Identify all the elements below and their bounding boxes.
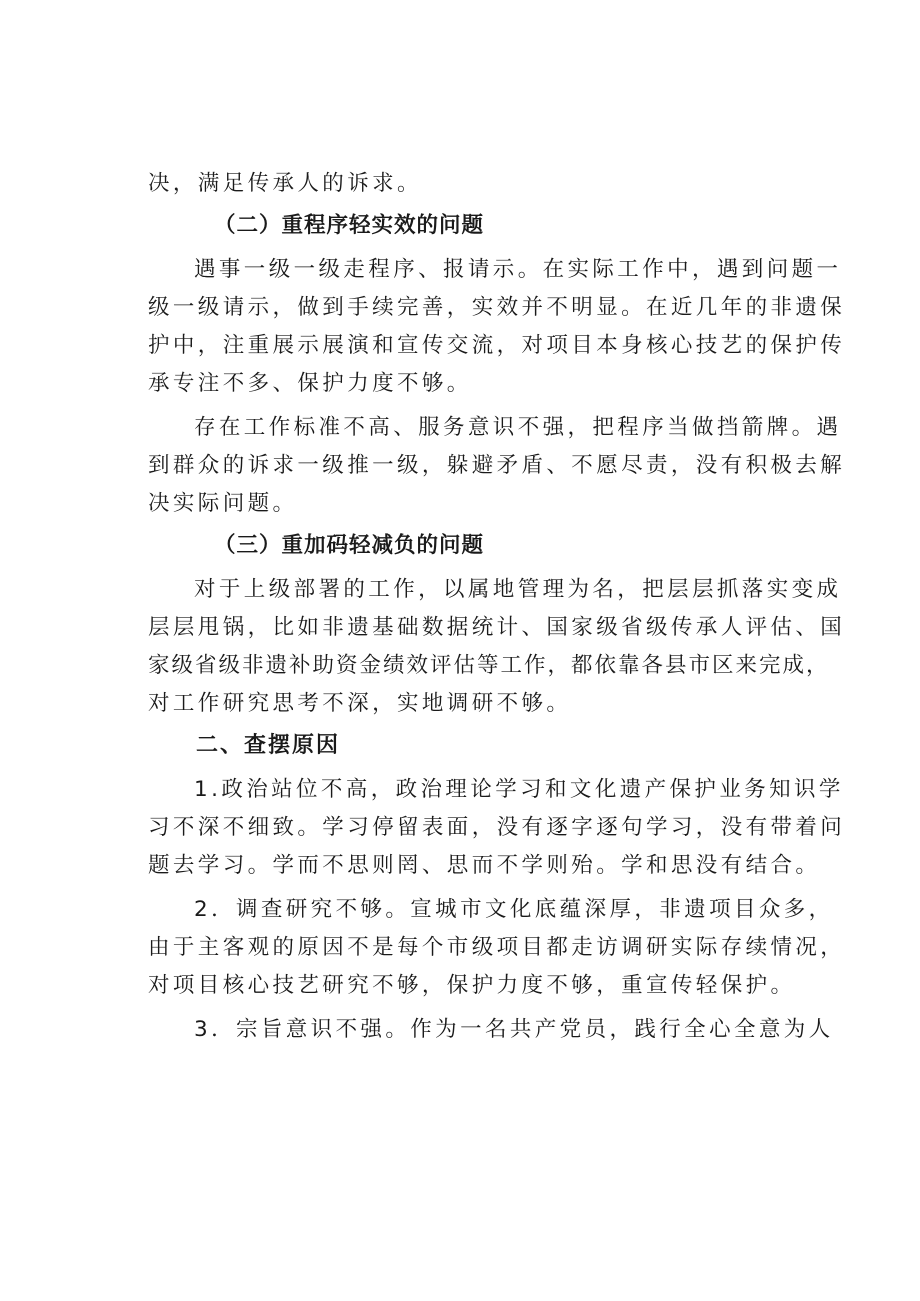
paragraph-line: 存在工作标准不高、服务意识不强，把程序当做挡箭牌。遇 xyxy=(194,415,842,440)
section-subheading: （三）重加码轻减负的问题 xyxy=(214,533,485,558)
paragraph-line: 3．宗旨意识不强。作为一名共产党员，践行全心全意为人 xyxy=(194,1017,834,1042)
paragraph-line: 决实际问题。 xyxy=(148,491,298,516)
paragraph-line: 决，满足传承人的诉求。 xyxy=(148,171,422,196)
paragraph-line: 对项目核心技艺研究不够，保护力度不够，重宣传轻保护。 xyxy=(148,973,796,998)
paragraph-line: 对工作研究思考不深，实地调研不够。 xyxy=(148,691,572,716)
paragraph-line: 层层甩锅，比如非遗基础数据统计、国家级省级传承人评估、国 xyxy=(148,615,846,640)
paragraph-line: 由于主客观的原因不是每个市级项目都走访调研实际存续情况， xyxy=(148,935,846,960)
paragraph-line: 题去学习。学而不思则罔、思而不学则殆。学和思没有结合。 xyxy=(148,853,821,878)
paragraph-line: 遇事一级一级走程序、报请示。在实际工作中，遇到问题一 xyxy=(194,257,842,282)
paragraph-line: 承专注不多、保护力度不够。 xyxy=(148,371,472,396)
paragraph-line: 到群众的诉求一级推一级，躲避矛盾、不愿尽责，没有积极去解 xyxy=(148,453,846,478)
paragraph-line: 护中，注重展示展演和宣传交流，对项目本身核心技艺的保护传 xyxy=(148,333,846,358)
paragraph-line: 1.政治站位不高，政治理论学习和文化遗产保护业务知识学 xyxy=(194,777,844,802)
section-subheading: （二）重程序轻实效的问题 xyxy=(214,213,485,238)
paragraph-line: 习不深不细致。学习停留表面，没有逐字逐句学习，没有带着问 xyxy=(148,815,846,840)
paragraph-line: 对于上级部署的工作，以属地管理为名，把层层抓落实变成 xyxy=(194,577,842,602)
paragraph-line: 2．调查研究不够。宣城市文化底蕴深厚，非遗项目众多， xyxy=(194,897,834,922)
section-heading: 二、查摆原因 xyxy=(196,733,341,758)
document-body xyxy=(148,165,846,1049)
paragraph-line: 家级省级非遗补助资金绩效评估等工作，都依靠各县市区来完成， xyxy=(148,653,830,678)
paragraph-line: 级一级请示，做到手续完善，实效并不明显。在近几年的非遗保 xyxy=(148,295,846,320)
